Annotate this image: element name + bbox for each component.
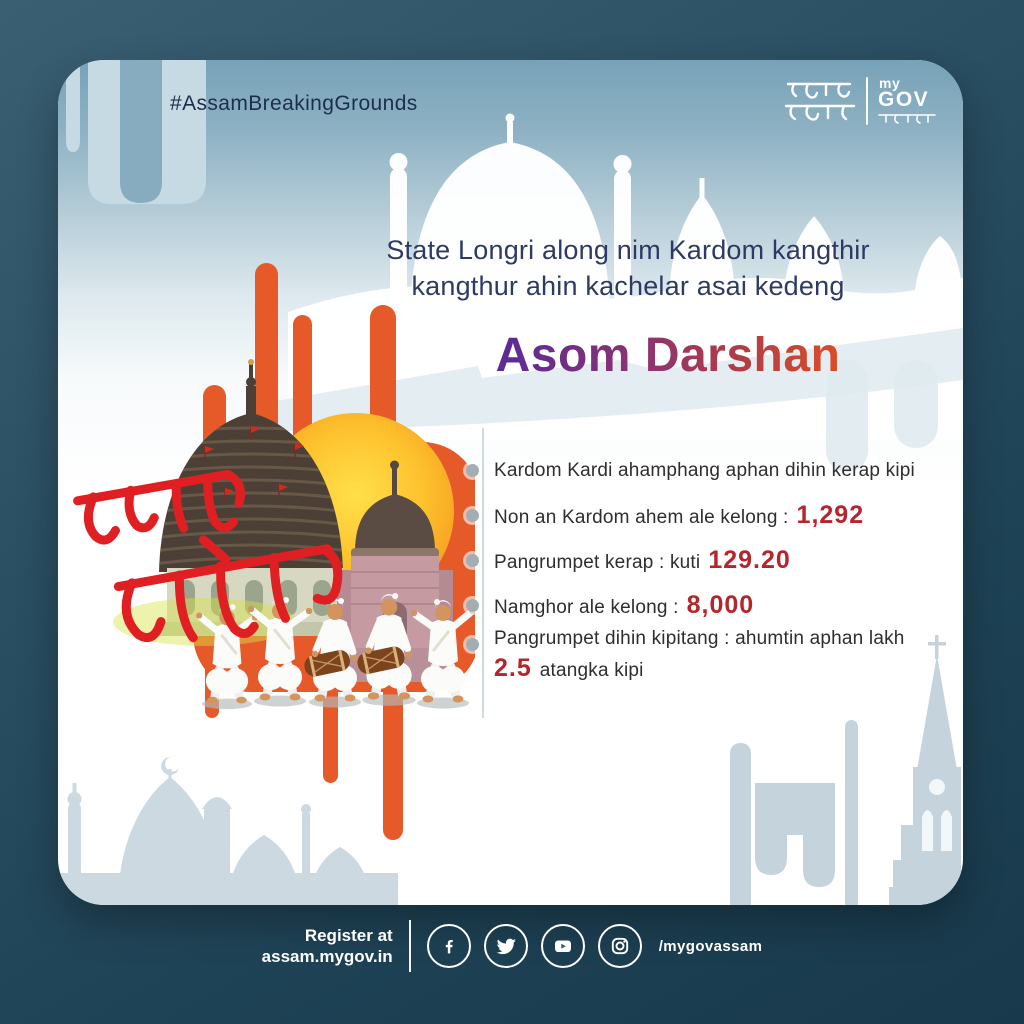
logo-divider: [866, 77, 868, 125]
stat-text: Kardom Kardi ahamphang aphan dihin kerap kipi: [494, 459, 915, 481]
headline: [308, 232, 948, 304]
mygov-hindi-tagline: [878, 113, 936, 125]
stat-text: Namghor ale kelong :: [494, 597, 679, 618]
facebook-icon[interactable]: [427, 924, 471, 968]
title-part2: Darshan: [644, 329, 841, 382]
stat-text: Pangrumpet dihin kipitang : ahumtin aphan lakh: [494, 628, 905, 649]
register-label: Register at: [304, 925, 393, 945]
headline-line1: State Longri along nim Kardom kangthir: [386, 235, 870, 265]
hashtag: #AssamBreakingGrounds: [170, 92, 418, 115]
bullet-dot-icon: [466, 509, 479, 522]
footer: [0, 920, 1024, 972]
stat-text: Non an Kardom ahem ale kelong :: [494, 507, 789, 528]
poster-title: [388, 328, 948, 383]
bullet-dot-icon: [466, 599, 479, 612]
mygov-assamese-wordmark: [784, 78, 856, 124]
stat-text: Pangrumpet kerap : kuti: [494, 552, 701, 573]
instagram-icon[interactable]: [598, 924, 642, 968]
footer-divider: [409, 920, 411, 972]
bullet-dot-icon: [466, 638, 479, 651]
bullet-dot-icon: [466, 554, 479, 567]
mygov-logo: [784, 76, 936, 125]
stat-item: [466, 628, 946, 683]
stat-value: 1,292: [796, 501, 865, 529]
stat-item: [466, 448, 946, 493]
stat-value: 2.5: [494, 654, 532, 682]
stat-item: [466, 493, 946, 538]
stat-item: [466, 583, 946, 628]
logo-gov: GOV: [878, 88, 930, 111]
stat-value: 8,000: [686, 591, 755, 619]
stat-list: [466, 448, 946, 683]
headline-line2: kangthur ahin kachelar asai kedeng: [411, 271, 845, 301]
twitter-icon[interactable]: [484, 924, 528, 968]
stat-value: 129.20: [708, 546, 791, 574]
social-handle[interactable]: /mygovassam: [658, 937, 763, 955]
title-part1: Asom: [495, 329, 631, 382]
poster-card: [58, 60, 963, 905]
logo-my: my: [879, 75, 901, 91]
youtube-icon[interactable]: [541, 924, 585, 968]
register-url[interactable]: assam.mygov.in: [261, 947, 393, 966]
bullet-dot-icon: [466, 464, 479, 477]
stat-suffix: atangka kipi: [539, 660, 644, 681]
stat-item: [466, 538, 946, 583]
